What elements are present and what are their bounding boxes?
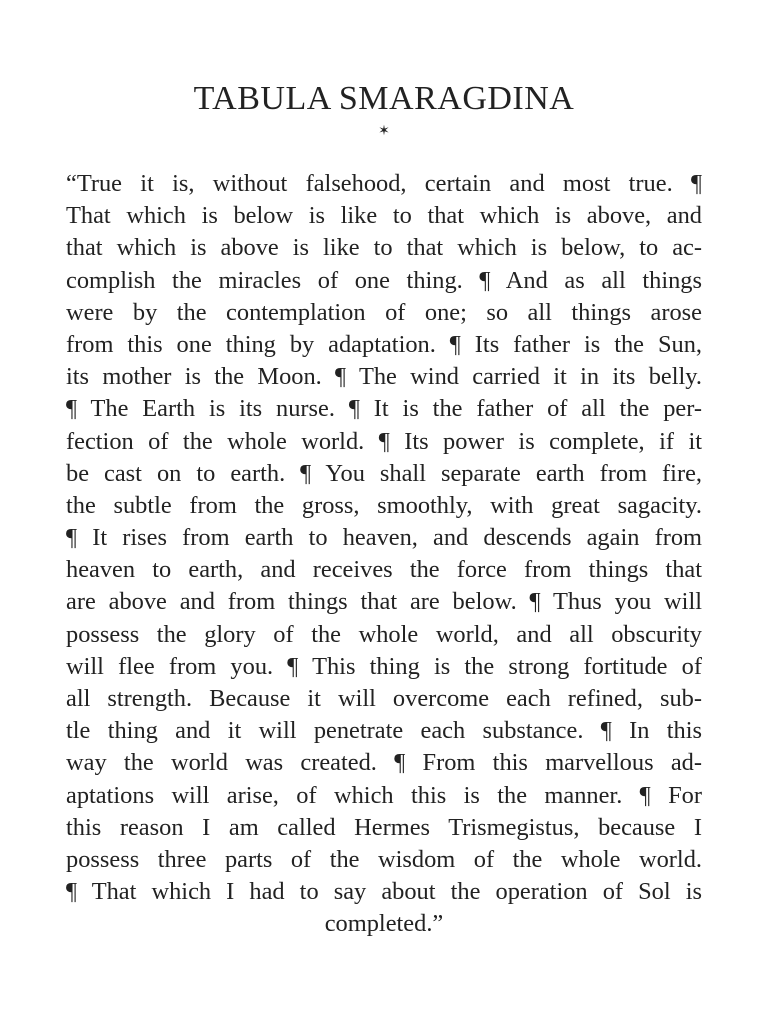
document-title: TABULA SMARAGDINA: [193, 80, 575, 117]
text-line: That which is below is like to that which is above, and: [66, 202, 702, 230]
body-text: [66, 168, 702, 941]
text-line: that which is above is like to that which is below, to ac-: [66, 234, 702, 262]
text-line: “True it is, without falsehood, certain and most true. ¶: [66, 170, 702, 197]
document-page: [66, 78, 702, 941]
text-line-final: completed.”: [324, 910, 444, 938]
text-line: from this one thing by adaptation. ¶ Its father is the Sun,: [66, 330, 702, 358]
text-line: heaven to earth, and receives the force from things that: [66, 556, 702, 584]
text-line: the subtle from the gross, smoothly, with great sagacity.: [66, 491, 702, 519]
text-line: its mother is the Moon. ¶ The wind carried it in its belly.: [66, 363, 702, 391]
text-line: way the world was created. ¶ From this marvellous ad-: [66, 749, 702, 777]
text-line: ¶ It rises from earth to heaven, and descends again from: [66, 524, 702, 552]
text-line: possess the glory of the whole world, and all obscurity: [66, 620, 702, 648]
text-line: complish the miracles of one thing. ¶ And as all things: [66, 266, 702, 294]
star-ornament-icon: ✶: [378, 124, 390, 139]
text-line: fection of the whole world. ¶ Its power is complete, if it: [66, 427, 702, 455]
text-line: all strength. Because it will overcome each refined, sub-: [66, 685, 702, 712]
text-line: ¶ The Earth is its nurse. ¶ It is the father of all the per-: [66, 395, 702, 423]
text-line: were by the contemplation of one; so all things arose: [66, 298, 702, 326]
text-line: possess three parts of the wisdom of the whole world.: [66, 845, 702, 873]
text-line: aptations will arise, of which this is the manner. ¶ For: [66, 781, 702, 809]
text-line: this reason I am called Hermes Trismegistus, because I: [66, 813, 702, 841]
text-line: will flee from you. ¶ This thing is the strong fortitude of: [66, 652, 702, 680]
text-line: tle thing and it will penetrate each substance. ¶ In this: [66, 717, 702, 745]
text-line: be cast on to earth. ¶ You shall separate earth from fire,: [66, 459, 702, 487]
text-line: ¶ That which I had to say about the operation of Sol is: [66, 878, 702, 906]
text-line: are above and from things that are below. ¶ Thus you will: [66, 588, 702, 616]
